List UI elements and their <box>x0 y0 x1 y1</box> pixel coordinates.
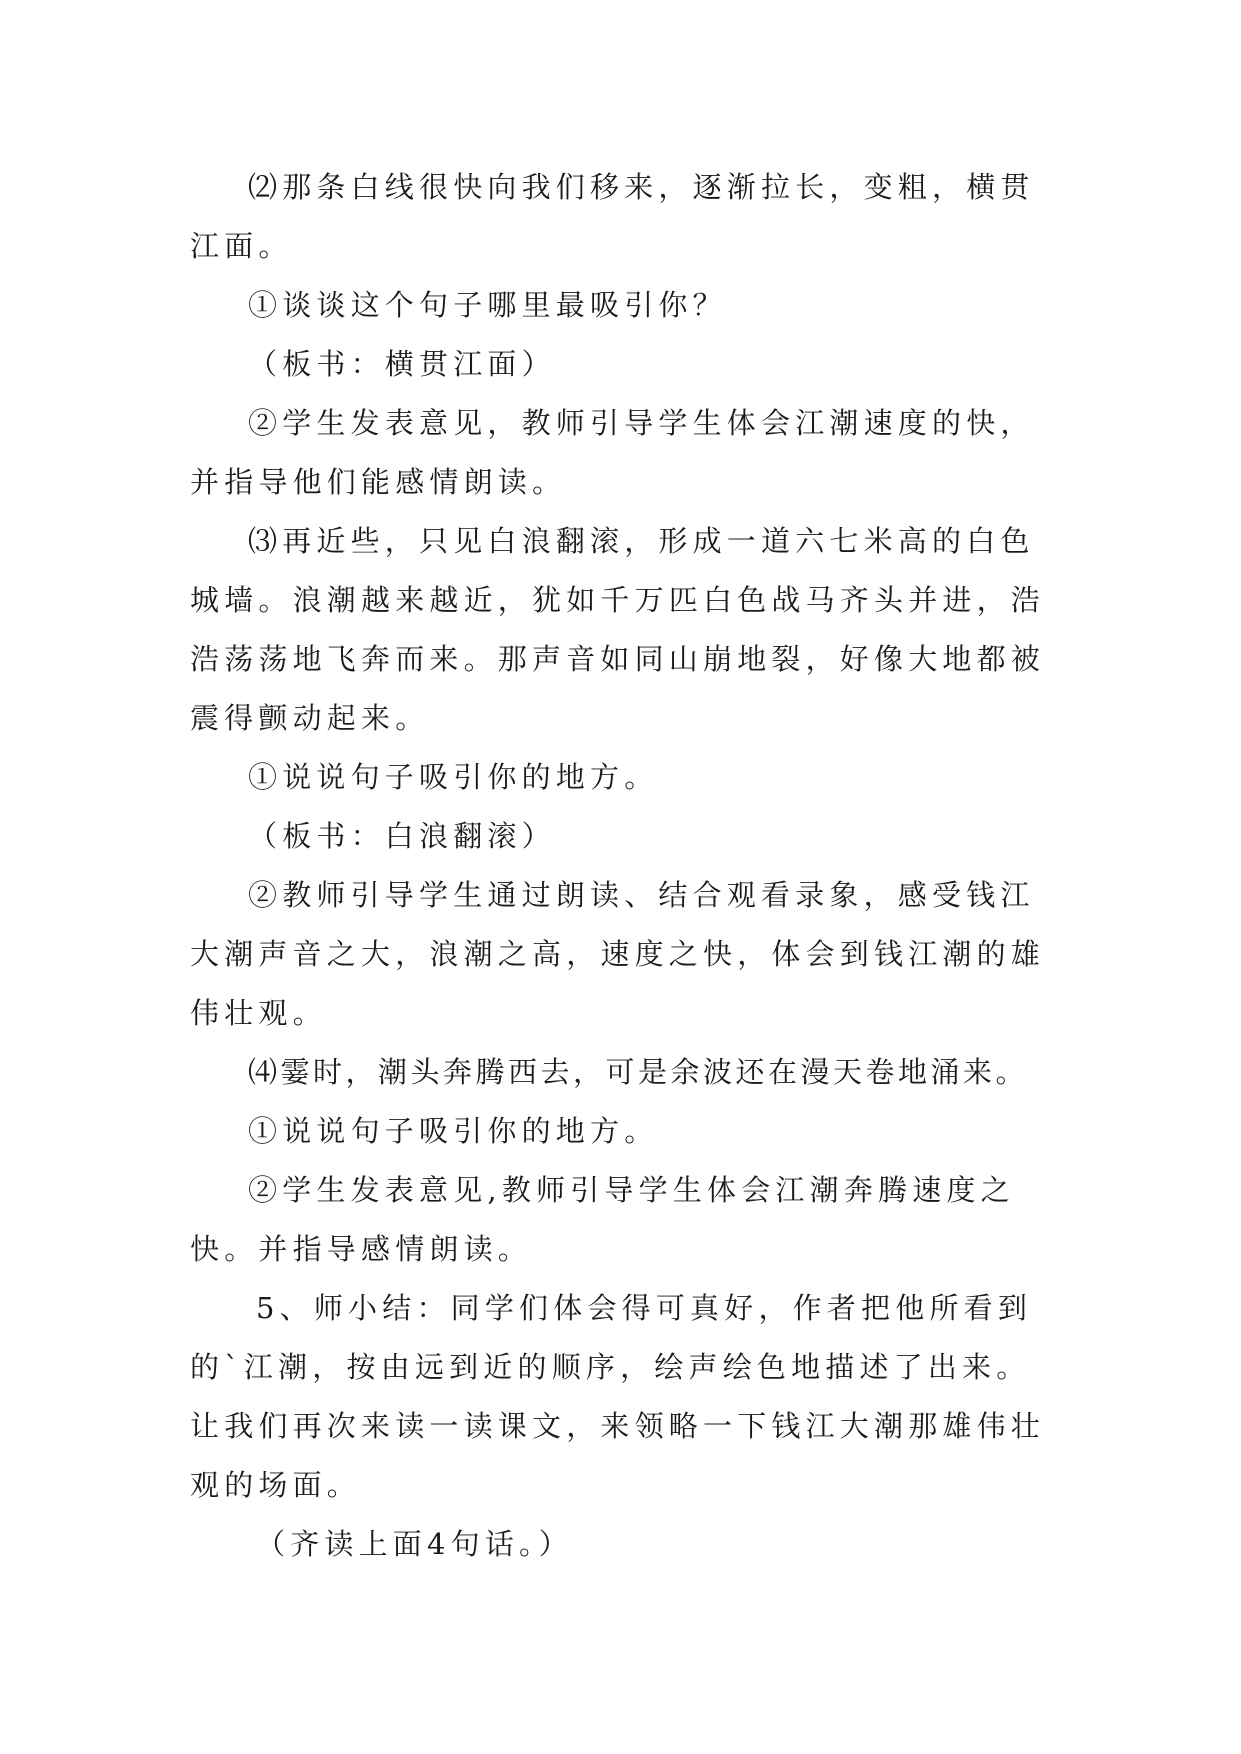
document-body <box>190 158 1060 1574</box>
paragraph-group-reading: （齐读上面4句话。） <box>256 1527 573 1561</box>
paragraph-question-1: ①谈谈这个句子哪里最吸引你？ <box>248 288 727 322</box>
paragraph-board-note-1: （板书：横贯江面） <box>248 347 556 381</box>
paragraph-summary: 5、师小结：同学们体会得可真好，作者把他所看到的`江潮，按由远到近的顺序，绘声绘色地描述了出来。让我们再次来读一读课文，来领略一下钱江大潮那雄伟壮观的场面。 <box>190 1291 1046 1502</box>
paragraph-sentence-3: ⑶再近些，只见白浪翻滚，形成一道六七米高的白色城墙。浪潮越来越近，犹如千万匹白色战马齐头并进，浩浩荡荡地飞奔而来。那声音如同山崩地裂，好像大地都被震得颤动起来。 <box>190 524 1046 735</box>
paragraph-question-2: ①说说句子吸引你的地方。 <box>248 760 659 794</box>
paragraph-sentence-4: ⑷霎时，潮头奔腾西去，可是余波还在漫天卷地涌来。 <box>248 1055 1029 1089</box>
paragraph-guidance-3: ②学生发表意见,教师引导学生体会江潮奔腾速度之快。并指导感情朗读。 <box>190 1173 1015 1266</box>
paragraph-guidance-1: ②学生发表意见，教师引导学生体会江潮速度的快，并指导他们能感情朗读。 <box>190 406 1035 499</box>
paragraph-question-3: ①说说句子吸引你的地方。 <box>248 1114 659 1148</box>
paragraph-sentence-2: ⑵那条白线很快向我们移来，逐渐拉长，变粗，横贯江面。 <box>190 170 1035 263</box>
paragraph-board-note-2: （板书：白浪翻滚） <box>248 819 556 853</box>
paragraph-guidance-2: ②教师引导学生通过朗读、结合观看录象，感受钱江大潮声音之大，浪潮之高，速度之快，体会到钱江潮的雄伟壮观。 <box>190 878 1046 1030</box>
